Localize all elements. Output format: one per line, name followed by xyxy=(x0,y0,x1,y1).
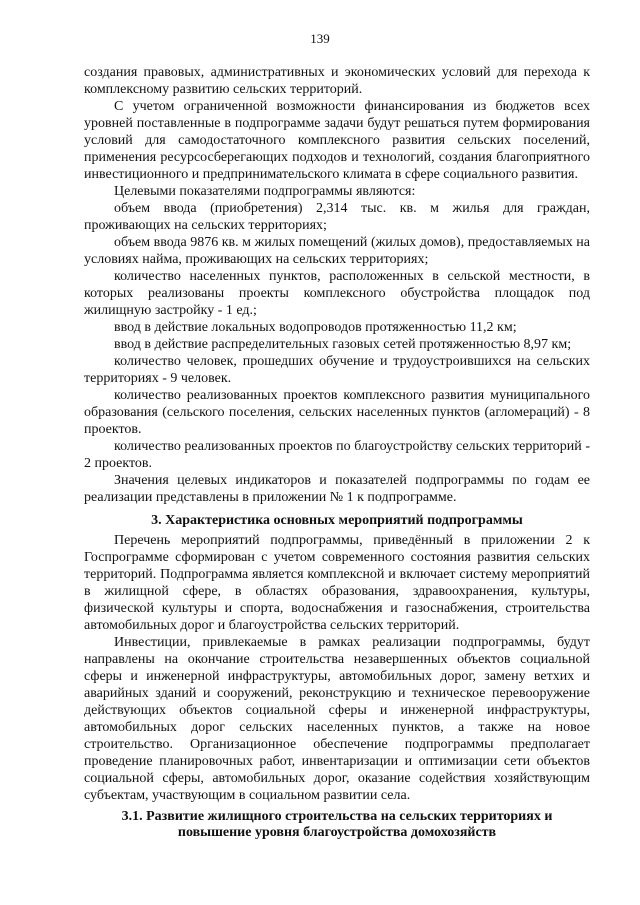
indicator-item: количество реализованных проектов комплексного развития муниципального образования (сельского поселения, сельских населенных пунктов (агломераций) - 8 проектов. xyxy=(84,388,590,437)
paragraph: Перечень мероприятий подпрограммы, приведённый в приложении 2 к Госпрограмме сформирован с учетом современного состояния развития сельских территорий. Подпрограмма является комплексной и включает систему мероприятий в жилищной сфере, в областях образования, здравоохранения, культуры, физической культуры и спорта, водоснабжения и газоснабжения, строительства автомобильных дорог и благоустройства сельских территорий. xyxy=(84,533,590,633)
subsection-heading xyxy=(84,809,590,841)
indicator-item: ввод в действие распределительных газовых сетей протяженностью 8,97 км; xyxy=(114,337,572,352)
indicator-item: объем ввода 9876 кв. м жилых помещений (жилых домов), предоставляемых на условиях найма, проживающих на сельских территориях; xyxy=(84,235,590,267)
indicator-item: количество реализованных проектов по благоустройству сельских территорий - 2 проектов. xyxy=(84,439,590,471)
subsection-heading-line: повышение уровня благоустройства домохозяйств xyxy=(177,825,497,840)
page-content xyxy=(84,64,590,841)
section-heading: 3. Характеристика основных мероприятий подпрограммы xyxy=(151,513,523,528)
subsection-heading-line: 3.1. Развитие жилищного строительства на сельских территориях и xyxy=(121,809,553,824)
paragraph: Инвестиции, привлекаемые в рамках реализации подпрограммы, будут направлены на окончание строительства незавершенных объектов социальной сферы и инженерной инфраструктуры, автомобильных дорог, замену ветхих и аварийных зданий и сооружений, реконструкцию и техническое перевооружение действующих объектов социальной сферы и инженерной инфраструктуры, автомобильных дорог сельских населенных пунктов, а также на новое строительство. Организационное обеспечение подпрограммы предполагает проведение планировочных работ, инвентаризации и оптимизации сети объектов социальной сферы, автомобильных дорог, оказание содействия хозяйствующим субъектам, участвующим в социальном развитии села. xyxy=(84,635,590,803)
paragraph: Целевыми показателями подпрограммы являются: xyxy=(114,184,416,199)
paragraph: С учетом ограниченной возможности финансирования из бюджетов всех уровней поставленные в подпрограмме задачи будут решаться путем формирования условий для самодостаточного комплексного развития сельских поселений, применения ресурсосберегающих подходов и технологий, создания благоприятного инвестиционного и предпринимательского климата в сфере социального развития. xyxy=(84,99,590,182)
paragraph: создания правовых, административных и экономических условий для перехода к комплексному развитию сельских территорий. xyxy=(84,65,590,97)
page-number: 139 xyxy=(310,31,330,46)
indicator-item: объем ввода (приобретения) 2,314 тыс. кв. м жилья для граждан, проживающих на сельских территориях; xyxy=(84,201,590,233)
indicator-item: ввод в действие локальных водопроводов протяженностью 11,2 км; xyxy=(114,320,517,335)
paragraph: Значения целевых индикаторов и показателей подпрограммы по годам ее реализации представлены в приложении № 1 к подпрограмме. xyxy=(84,473,590,505)
indicator-item: количество населенных пунктов, расположенных в сельской местности, в которых реализованы проекты комплексного обустройства площадок под жилищную застройку - 1 ед.; xyxy=(84,269,590,318)
indicator-item: количество человек, прошедших обучение и трудоустроившихся на сельских территориях - 9 человек. xyxy=(84,354,590,386)
